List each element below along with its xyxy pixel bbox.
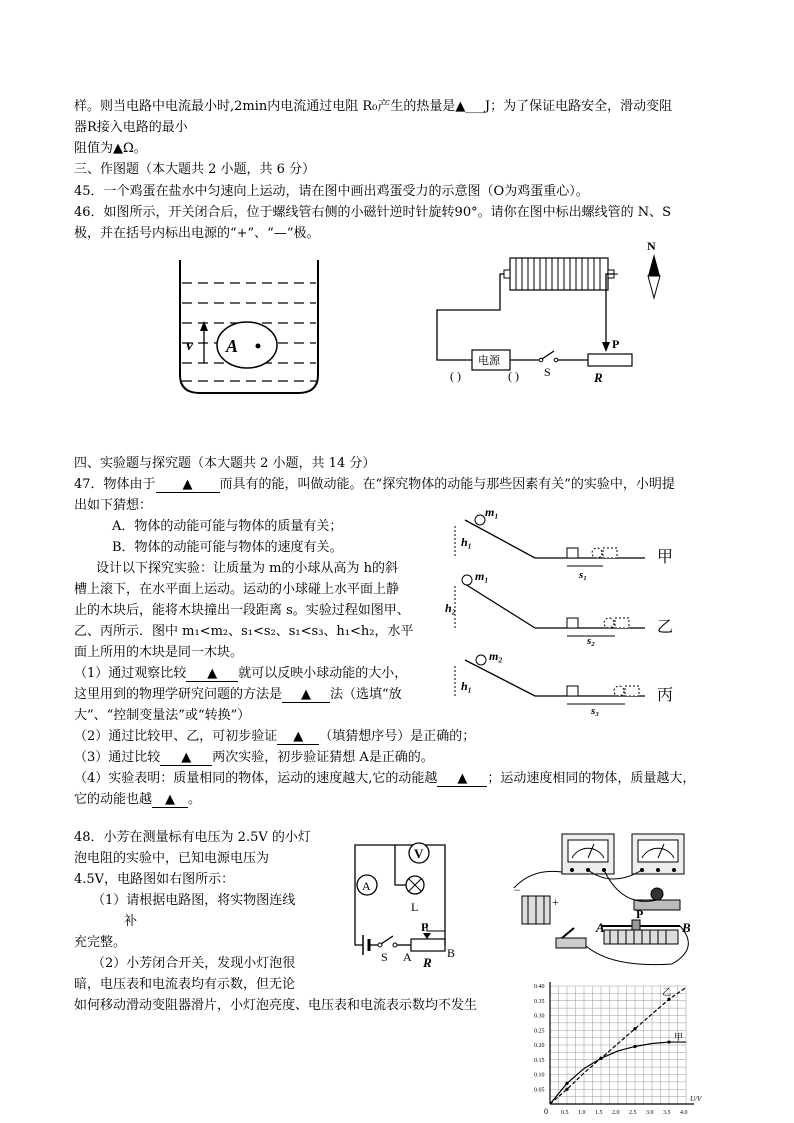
x-tick-label: 3.0 [646,1110,654,1116]
switch-s-label: S [544,365,551,379]
section3-heading: 三、作图题（本大题共 2 小题，共 6 分） [74,162,316,177]
slider-p-label: P [612,337,620,351]
series-label-jia: 甲 [674,1032,684,1043]
y-tick-label: 0.15 [534,1057,545,1064]
series-label-yi: 乙 [662,986,672,997]
data-point [667,1040,670,1043]
q47-p4: 乙、丙所示．图中 m₁<m₂、s₁<s₂、s₁<s₃、h₁<h₂，水平 [74,624,414,639]
rheostat-r-label: R [594,370,603,385]
q48-l1: 48．小芳在测量标有电压为 2.5V 的小灯 [74,830,311,845]
q47-sub1-line1: （1）通过观察比较 ▲ 就可以反映小球动能的大小， [74,666,408,681]
north-label: N [647,239,656,253]
fig-s1: s₁ [579,569,588,581]
q47-sub4-line2: 它的动能也越 ▲ 。 [74,792,202,807]
y-tick-label: 0.40 [534,984,545,990]
label-v: v [186,337,194,354]
q48-l2: 泡电阻的实验中，已知电源电压为 [74,851,270,866]
y-tick-label: 0.05 [534,1087,545,1094]
q45-text: 45．一个鸡蛋在盐水中匀速向上运动，请在图中画出鸡蛋受力的示意图（O为鸡蛋重心）。 [74,184,589,199]
data-point [633,1027,636,1030]
data-point [599,1057,602,1060]
battery-plus: + [552,895,559,909]
q47-sub1-line2: 这里用到的物理学研究问题的方法是 ▲ 法（选填“放 [74,687,402,702]
q48-circuit-diagram [335,835,465,970]
q48-l8: 暗，电压表和电流表均有示数，但无论 [74,977,296,992]
fig-s3: s₃ [591,705,600,717]
q47-guess-b: B．物体的动能可能与物体的速度有关。 [112,540,343,555]
q46-line1: 46．如图所示，开关闭合后，位于螺线管右侧的小磁针逆时针旋转90°。请你在图中标出螺线管的 N、S [74,205,671,220]
q47-line2: 出如下猜想： [74,498,153,513]
fig-s2: s₂ [587,635,596,647]
fig-m2: m₂ [489,649,503,663]
q48-l5: 补 [124,914,138,929]
data-point [565,1082,568,1085]
voltmeter-label: V [414,846,424,861]
data-point [667,998,670,1001]
q47-p1: 设计以下探究实验：让质量为 m的小球从高为 h的斜 [96,561,398,576]
q47-guess-a: A．物体的动能可能与物体的质量有关； [112,519,343,534]
rheostat-a-label: A [596,920,605,935]
y-tick-label: 0.20 [534,1043,545,1049]
q48-l3: 4.5V，电路图如右图所示： [74,872,235,887]
section4-heading: 四、实验题与探究题（本大题共 2 小题，共 14 分） [74,456,376,471]
fig-m1b: m₁ [475,569,489,583]
paren-right: ( ) [508,369,519,383]
q47-sub3: （3）通过比较 ▲ 两次实验，初步验证猜想 A是正确的。 [74,750,434,765]
origin-label: 0 [544,1107,548,1116]
data-point [565,1088,568,1091]
x-tick-label: 4.0 [680,1110,688,1116]
q47-p5: 面上所用的木块是同一木块。 [74,645,244,660]
q47-sub1-line3: 大”、“控制变量法”或“转换”） [74,708,251,723]
rheostat-p-label: P [636,907,644,921]
fig-bing: 丙 [657,687,674,704]
lamp-label: L [411,900,419,914]
q47-p3: 止的木块后，能将木块撞出一段距离 s。实验过程如图甲、 [74,603,410,618]
q47-sub4-line1: （4）实验表明：质量相同的物体，运动的速度越大,它的动能越 ▲ ；运动速度相同的物体，质量越大， [74,771,696,786]
y-tick-label: 0.10 [534,1072,545,1079]
beaker-figure [170,255,330,400]
q44-line1: 样。则当电路中电流最小时,2min内电流通过电阻 R₀产生的热量是▲___J；为了保证电路安全，滑动变阻 [74,99,673,114]
q47-sub2: （2）通过比较甲、乙，可初步验证 ▲ （填猜想序号）是正确的； [74,729,476,744]
fig-jia: 甲 [657,549,674,566]
fig-m1: m₁ [485,505,499,519]
q46-line2: 极，并在括号内标出电源的“+”、“—”极。 [74,226,320,241]
battery-minus: − [514,883,521,897]
x-tick-label: 1.5 [595,1110,603,1116]
q48-l6: 充完整。 [74,935,127,950]
q44-line2: 器R接入电路的最小 [74,120,188,135]
rheostat-b-label: B [682,920,691,935]
q48-l7: （2）小芳闭合开关，发现小灯泡很 [92,956,296,971]
data-point [633,1045,636,1048]
x-tick-label: 2.5 [629,1110,637,1116]
y-tick-label: 0.25 [534,1028,545,1035]
x-tick-label: 2.0 [612,1110,620,1116]
label-a: A [226,336,239,356]
y-tick-label: 0.30 [534,1013,545,1020]
iu-chart [524,980,700,1118]
fig-yi: 乙 [657,619,674,636]
x-tick-label: 3.5 [663,1110,671,1116]
fig-h2: h₂ [445,601,456,615]
solenoid-circuit [430,238,670,388]
circuit-b-label: B [447,946,456,960]
q48-apparatus-drawing [512,828,702,973]
x-tick-label: 0.5 [561,1110,569,1116]
circuit-r-label: R [423,955,432,970]
ammeter-label: A [362,879,371,893]
x-axis-label: U/V [690,1095,702,1103]
fig-h1: h₁ [461,535,472,549]
y-tick-label: 0.35 [534,998,545,1005]
q47-line1: 47．物体由于 ▲ 而具有的能，叫做动能。在“探究物体的动能与那些因素有关”的实验中，小明提 [74,477,675,492]
circuit-p-label: P [421,920,429,934]
q44-line3: 阻值为▲Ω。 [74,141,147,156]
x-tick-label: 1.0 [578,1110,586,1116]
q48-l4: （1）请根据电路图，将实物图连线 [92,893,296,908]
ramp-experiment-figure [445,500,695,720]
q47-p2: 槽上滚下，在水平面上运动。运动的小球碰上水平面上静 [74,582,400,597]
fig-h1b: h₁ [461,679,472,693]
circuit-s-label: S [381,950,388,964]
power-source-label: 电源 [478,355,500,367]
q48-l9: 如何移动滑动变阻器滑片，小灯泡亮度、电压表和电流表示数均不发生 [74,998,478,1013]
circuit-a-label: A [403,950,412,964]
paren-left: ( ) [450,369,461,383]
